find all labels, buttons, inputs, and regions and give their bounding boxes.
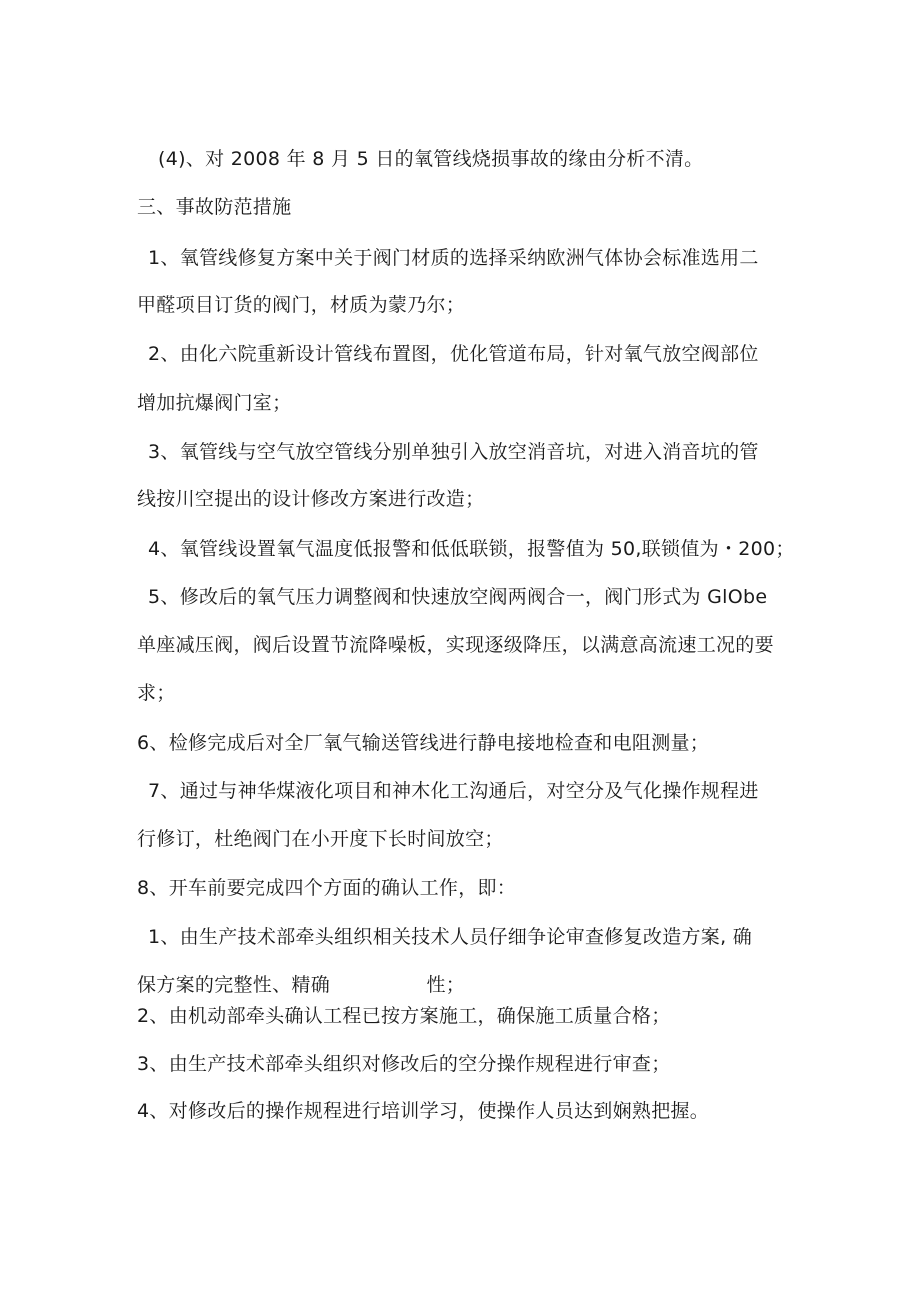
confirm-1-line-2: 保方案的完整性、精确 性； [137, 974, 466, 996]
paragraph-line-1: (4)、对 2008 年 8 月 5 日的氧管线烧损事故的缘由分析不清。 [158, 148, 704, 170]
measure-1-line-2: 甲醛项目订货的阀门，材质为蒙乃尔； [137, 294, 466, 316]
measure-3-line-1: 3、氧管线与空气放空管线分别单独引入放空消音坑，对进入消音坑的管 [148, 441, 759, 463]
measure-7-line-1: 7、通过与神华煤液化项目和神木化工沟通后，对空分及气化操作规程进 [148, 780, 759, 802]
measure-5-line-3: 求； [137, 682, 176, 704]
measure-8-line-1: 8、开车前要完成四个方面的确认工作，即： [137, 877, 517, 899]
confirm-1-line-1: 1、由生产技术部牵头组织相关技术人员仔细争论审查修复改造方案, 确 [148, 926, 753, 948]
measure-3-line-2: 线按川空提出的设计修改方案进行改造； [137, 488, 485, 510]
measure-5-line-2: 单座减压阀，阀后设置节流降噪板，实现逐级降压，以满意高流速工况的要 [137, 634, 774, 656]
measure-5-line-1: 5、修改后的氧气压力调整阀和快速放空阀两阀合一，阀门形式为 GlObe [148, 586, 768, 608]
measure-1-line-1: 1、氧管线修复方案中关于阀门材质的选择采纳欧洲气体协会标准选用二 [148, 247, 759, 269]
measure-2-line-1: 2、由化六院重新设计管线布置图，优化管道布局，针对氧气放空阀部位 [148, 343, 759, 365]
measure-7-line-2: 行修订，杜绝阀门在小开度下长时间放空； [137, 828, 504, 850]
measure-6-line-1: 6、检修完成后对全厂氧气输送管线进行静电接地检查和电阻测量； [137, 732, 710, 754]
measure-2-line-2: 增加抗爆阀门室； [137, 392, 292, 414]
confirm-2-line-1: 2、由机动部牵头确认工程已按方案施工，确保施工质量合格； [137, 1005, 671, 1027]
section-heading: 三、事故防范措施 [137, 196, 292, 218]
measure-4-line-1: 4、氧管线设置氧气温度低报警和低低联锁，报警值为 50,联锁值为・200； [148, 538, 795, 560]
confirm-4-line-1: 4、对修改后的操作规程进行培训学习，使操作人员达到娴熟把握。 [137, 1100, 710, 1122]
confirm-3-line-1: 3、由生产技术部牵头组织对修改后的空分操作规程进行审查； [137, 1053, 671, 1075]
